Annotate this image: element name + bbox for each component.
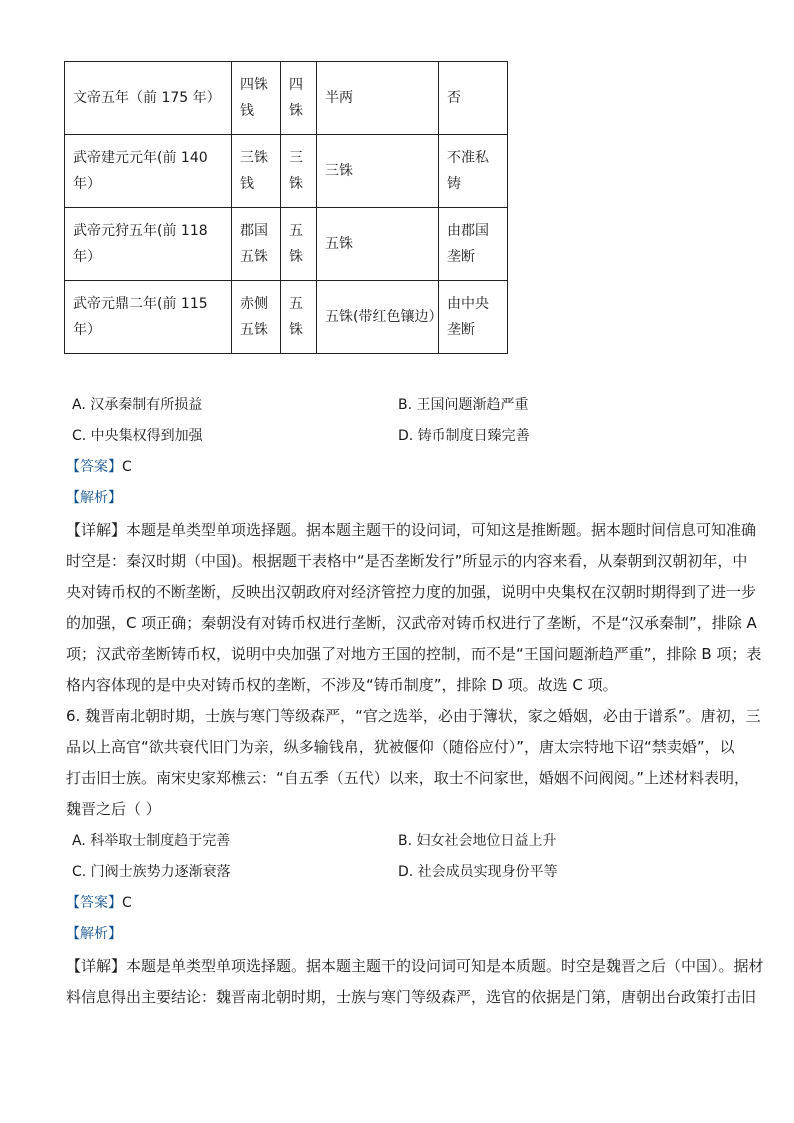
analysis-label: 【解析】	[66, 926, 122, 942]
cell-line: 武帝建元元年(前 140 年）	[73, 150, 208, 192]
cell-line: 由中央	[447, 296, 489, 312]
table-row	[65, 208, 508, 281]
detail-line: 料信息得出主要结论：魏晋南北朝时期，士族与寒门等级森严，选官的依据是门第，唐朝出台政策打击旧	[66, 988, 757, 1006]
table-cell	[65, 62, 232, 135]
cell-line: 铢	[289, 103, 303, 119]
cell-line: 铢	[289, 249, 303, 265]
cell-line: 五	[289, 296, 303, 312]
q5-option-b: B. 王国问题渐趋严重	[398, 397, 529, 413]
q5-option-c: C. 中央集权得到加强	[72, 428, 203, 444]
table-cell	[232, 208, 281, 281]
q6-analysis-label	[66, 923, 122, 943]
cell-line: 钱	[240, 103, 254, 119]
table-cell	[439, 281, 508, 354]
cell-line: 不准私	[447, 150, 489, 166]
q5-option-d: D. 铸币制度日臻完善	[398, 428, 530, 444]
q6-stem	[66, 701, 761, 825]
cell-line: 五	[289, 223, 303, 239]
table-cell	[281, 208, 317, 281]
answer-label: 【答案】	[66, 895, 122, 911]
cell-line: 郡国	[240, 223, 268, 239]
coin-policy-table	[64, 61, 508, 354]
table-row	[65, 62, 508, 135]
answer-value: C	[122, 895, 132, 911]
cell-line: 五铢	[325, 236, 353, 252]
cell-line: 三铢	[325, 163, 353, 179]
q5-detail	[66, 515, 762, 701]
table-cell	[232, 281, 281, 354]
table-cell	[281, 135, 317, 208]
table-cell	[439, 135, 508, 208]
stem-line: 品以上高官“欲共衰代旧门为亲，纵多输钱帛，犹被偃仰（随俗应付）”，唐太宗特地下诏“禁卖婚”，以	[66, 738, 735, 756]
detail-line: 央对铸币权的不断垄断，反映出汉朝政府对经济管控力度的加强，说明中央集权在汉朝时期得到了进一步	[66, 583, 757, 601]
detail-line: 的加强，C 项正确；秦朝没有对铸币权进行垄断，汉武帝对铸币权进行了垄断，不是“汉承秦制”，排除 A	[66, 614, 757, 632]
table-cell	[281, 62, 317, 135]
q5-analysis-label	[66, 487, 122, 507]
table-cell	[65, 135, 232, 208]
table-cell	[232, 135, 281, 208]
table-cell	[65, 208, 232, 281]
stem-line: 打击旧士族。南宋史家郑樵云：“自五季（五代）以来，取士不问家世，婚姻不问阀阅。”上述材料表明，	[66, 769, 750, 787]
table-cell	[317, 281, 443, 354]
cell-line: 五铢(带红色镶边）	[325, 309, 443, 325]
table-cell	[232, 62, 281, 135]
cell-line: 钱	[240, 176, 254, 192]
cell-line: 武帝元狩五年(前 118 年）	[73, 223, 208, 265]
q5-answer	[66, 456, 132, 476]
detail-line: 时空是：秦汉时期（中国)。根据题干表格中“是否垄断发行”所显示的内容来看，从秦朝到汉朝初年，中	[66, 552, 748, 570]
table-row	[65, 281, 508, 354]
table-cell	[439, 62, 508, 135]
detail-line: 格内容体现的是中央对铸币权的垄断，不涉及“铸币制度”，排除 D 项。故选 C 项。	[66, 676, 618, 694]
cell-line: 铢	[289, 322, 303, 338]
cell-line: 四铢	[240, 77, 268, 93]
q6-option-b: B. 妇女社会地位日益上升	[398, 833, 557, 849]
cell-line: 文帝五年（前 175 年）	[73, 90, 221, 106]
cell-line: 半两	[325, 90, 353, 106]
cell-line: 三铢	[240, 150, 268, 166]
cell-line: 垄断	[447, 322, 475, 338]
answer-label: 【答案】	[66, 459, 122, 475]
table-cell	[439, 208, 508, 281]
cell-line: 武帝元鼎二年(前 115 年）	[73, 296, 208, 338]
stem-line: 魏晋之后（ ）	[66, 800, 161, 818]
detail-line: 【详解】本题是单类型单项选择题。据本题主题干的设问词可知是本质题。时空是魏晋之后（中国）。据材	[66, 957, 764, 975]
cell-line: 否	[447, 90, 461, 106]
q6-detail	[66, 951, 764, 1013]
table-cell	[317, 208, 439, 281]
q6-option-c: C. 门阀士族势力逐渐衰落	[72, 864, 231, 880]
detail-line: 项；汉武帝垄断铸币权，说明中央加强了对地方王国的控制，而不是“王国问题渐趋严重”，排除 B 项；表	[66, 645, 762, 663]
cell-line: 三	[289, 150, 303, 166]
table-cell	[317, 135, 439, 208]
answer-value: C	[122, 459, 132, 475]
q6-option-d: D. 社会成员实现身份平等	[398, 864, 558, 880]
table-cell	[65, 281, 232, 354]
cell-line: 赤侧	[240, 296, 268, 312]
cell-line: 五铢	[240, 249, 268, 265]
analysis-label: 【解析】	[66, 490, 122, 506]
cell-line: 由郡国	[447, 223, 489, 239]
cell-line: 五铢	[240, 322, 268, 338]
detail-line: 【详解】本题是单类型单项选择题。据本题主题干的设问词，可知这是推断题。据本题时间信息可知准确	[66, 521, 757, 539]
q6-answer	[66, 892, 132, 912]
cell-line: 垄断	[447, 249, 475, 265]
cell-line: 铢	[289, 176, 303, 192]
cell-line: 铸	[447, 176, 461, 192]
cell-line: 四	[289, 77, 303, 93]
stem-line: 6. 魏晋南北朝时期，士族与寒门等级森严，“官之选举，必由于簿状，家之婚姻，必由于谱系”。唐初，三	[66, 707, 761, 725]
table-cell	[281, 281, 317, 354]
q6-option-a: A. 科举取士制度趋于完善	[72, 833, 231, 849]
q5-option-a: A. 汉承秦制有所损益	[72, 397, 203, 413]
table-row	[65, 135, 508, 208]
table-cell	[317, 62, 439, 135]
